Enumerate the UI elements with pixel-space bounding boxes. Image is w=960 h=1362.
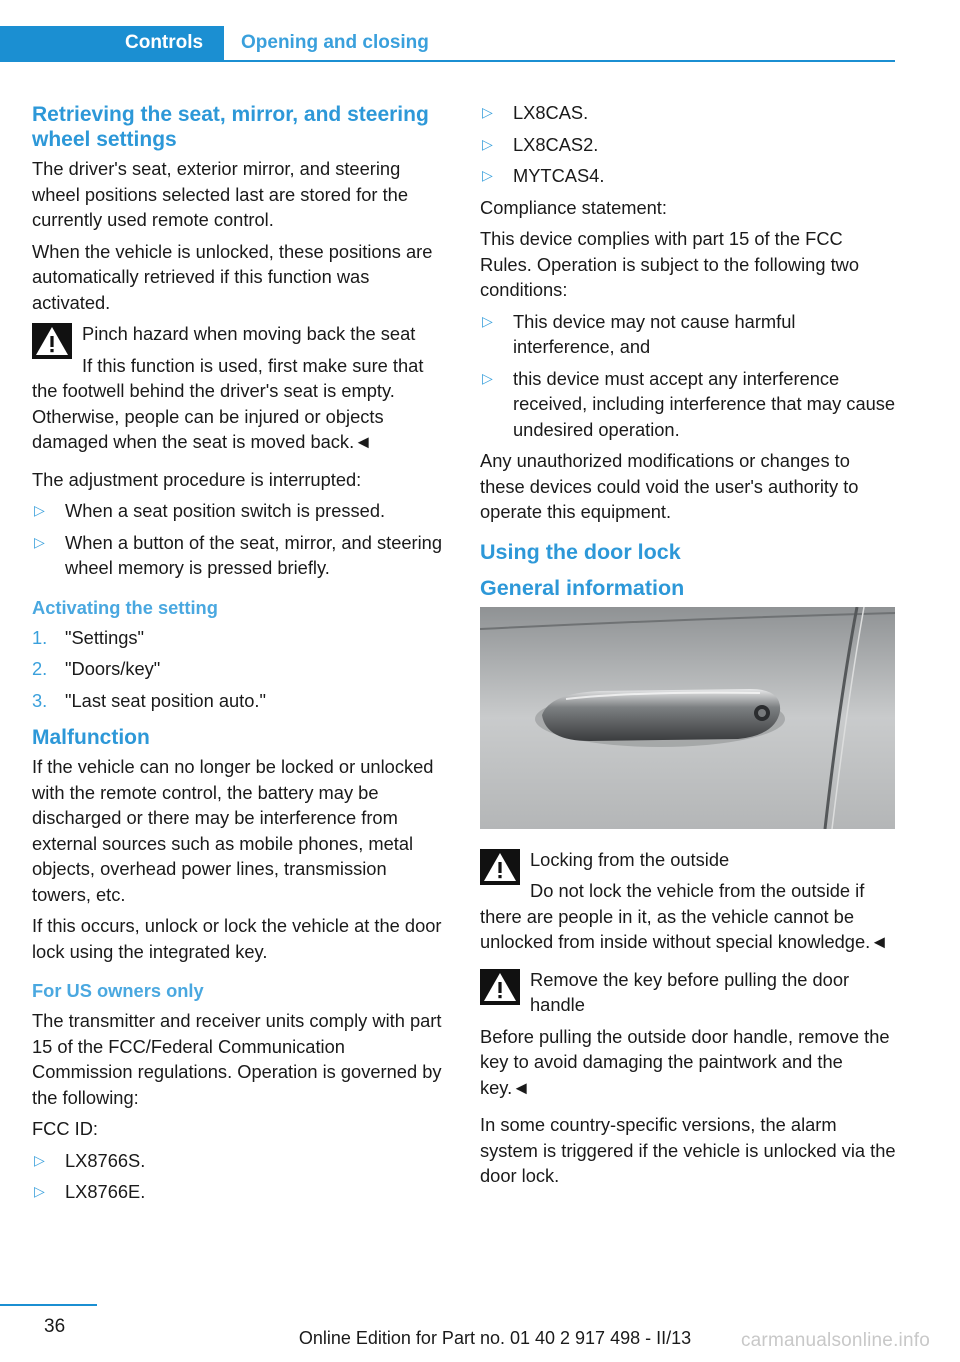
triangle-right-icon: ▷ (482, 167, 493, 183)
warning-title: Remove the key before pulling the door handle (530, 968, 850, 1015)
paragraph: If the vehicle can no longer be locked or unlocked with the remote control, the battery may be discharged or there may be interference from external sources such as mobile phones, metal objects, overhead power lines, transmission towers, etc. (32, 756, 434, 905)
list-item: 2. "Doors/key" (32, 658, 161, 679)
paragraph: If this occurs, unlock or lock the vehicle at the door lock using the integrated key. (32, 915, 442, 962)
warning-title: Pinch hazard when moving back the seat (82, 323, 416, 344)
warning-triangle-icon (32, 323, 72, 359)
triangle-right-icon: ▷ (34, 1183, 45, 1199)
interrupt-list (32, 498, 450, 581)
page-number: 36 (44, 1316, 66, 1337)
list-item: ▷ MYTCAS4. (480, 163, 898, 189)
list-item: ▷ LX8766E. (32, 1179, 450, 1205)
right-column (480, 100, 898, 1195)
section-label: Opening and closing (241, 32, 429, 53)
heading-activating-setting: Activating the setting (32, 596, 218, 618)
header-chapter-tab (0, 26, 224, 62)
heading-using-door-lock: Using the door lock (480, 539, 681, 564)
left-column (32, 100, 450, 1211)
steps-list (32, 625, 450, 714)
list-item: ▷ This device may not cause harmful interference, and (482, 310, 796, 357)
paragraph: FCC ID: (32, 1118, 99, 1139)
fcc-id-list (32, 1148, 450, 1205)
paragraph: Compliance statement: (480, 196, 667, 218)
paragraph: The transmitter and receiver units comply with part 15 of the FCC/Federal Communication Commission regulations. Operation is governed by the following: (32, 1010, 442, 1108)
triangle-right-icon: ▷ (482, 369, 493, 386)
door-handle-image (480, 607, 895, 829)
paragraph: Any unauthorized modifications or changes to these devices could void the user's authority to operate this equipment. (480, 450, 859, 522)
page-header (0, 26, 895, 62)
triangle-right-icon: ▷ (482, 104, 493, 120)
warning-block-pinch (32, 321, 450, 455)
edition-note: Online Edition for Part no. 01 40 2 917 498 - II/13 (298, 1328, 692, 1348)
warning-block-key (480, 967, 898, 1101)
paragraph: The adjustment procedure is interrupted: (32, 468, 362, 490)
list-item: 3. "Last seat position auto." (32, 689, 266, 711)
list-item: ▷ LX8CAS2. (480, 132, 898, 158)
triangle-right-icon: ▷ (34, 502, 45, 518)
warning-text: Do not lock the vehicle from the outside if there are people in it, as the vehicle cannot be unlocked from inside without special knowledge.◄ (480, 880, 889, 952)
paragraph: In some country-specific versions, the alarm system is triggered if the vehicle is unlocked via the door lock. (480, 1114, 896, 1186)
heading-malfunction: Malfunction (32, 726, 150, 749)
warning-text: Before pulling the outside door handle, remove the key to avoid damaging the paintwork and the key.◄ (480, 1025, 890, 1098)
warning-triangle-icon (480, 849, 520, 885)
list-item: ▷ LX8CAS. (480, 100, 898, 126)
fcc-id-list-continued (480, 100, 898, 189)
list-item: ▷ When a seat position switch is pressed. (32, 498, 450, 524)
watermark: carmanualsonline.info (740, 1330, 930, 1351)
chapter-label: Controls (125, 32, 204, 53)
triangle-right-icon: ▷ (34, 1151, 45, 1168)
triangle-right-icon: ▷ (482, 135, 493, 152)
triangle-right-icon: ▷ (482, 312, 493, 329)
paragraph: This device complies with part 15 of the FCC Rules. Operation is subject to the following two conditions: (480, 228, 860, 300)
heading-general-information: General information (480, 575, 685, 600)
paragraph: The driver's seat, exterior mirror, and steering wheel positions selected last are stored for the currently used remote control. (32, 158, 408, 230)
heading-retrieving-settings: Retrieving the seat, mirror, and steering wheel settings (32, 103, 429, 151)
warning-title: Locking from the outside (530, 848, 730, 870)
list-item: ▷ this device must accept any interference received, including interference that may cause undesired operation. (482, 367, 896, 440)
warning-triangle-icon (480, 969, 520, 1005)
conditions-list (480, 309, 898, 443)
list-item: ▷ LX8766S. (32, 1148, 450, 1174)
triangle-right-icon: ▷ (34, 533, 45, 550)
warning-block-locking (480, 847, 898, 955)
footer-rule (0, 1304, 97, 1306)
list-item: 1. "Settings" (32, 626, 145, 648)
list-item: ▷ When a button of the seat, mirror, and steering wheel memory is pressed briefly. (34, 531, 443, 578)
paragraph: When the vehicle is unlocked, these positions are automatically retrieved if this function was activated. (32, 240, 433, 313)
warning-text: If this function is used, first make sure that the footwell behind the driver's seat is empty. Otherwise, people can be injured or objects damaged when the seat is moved back.◄ (32, 354, 424, 452)
heading-us-owners: For US owners only (32, 980, 204, 1001)
